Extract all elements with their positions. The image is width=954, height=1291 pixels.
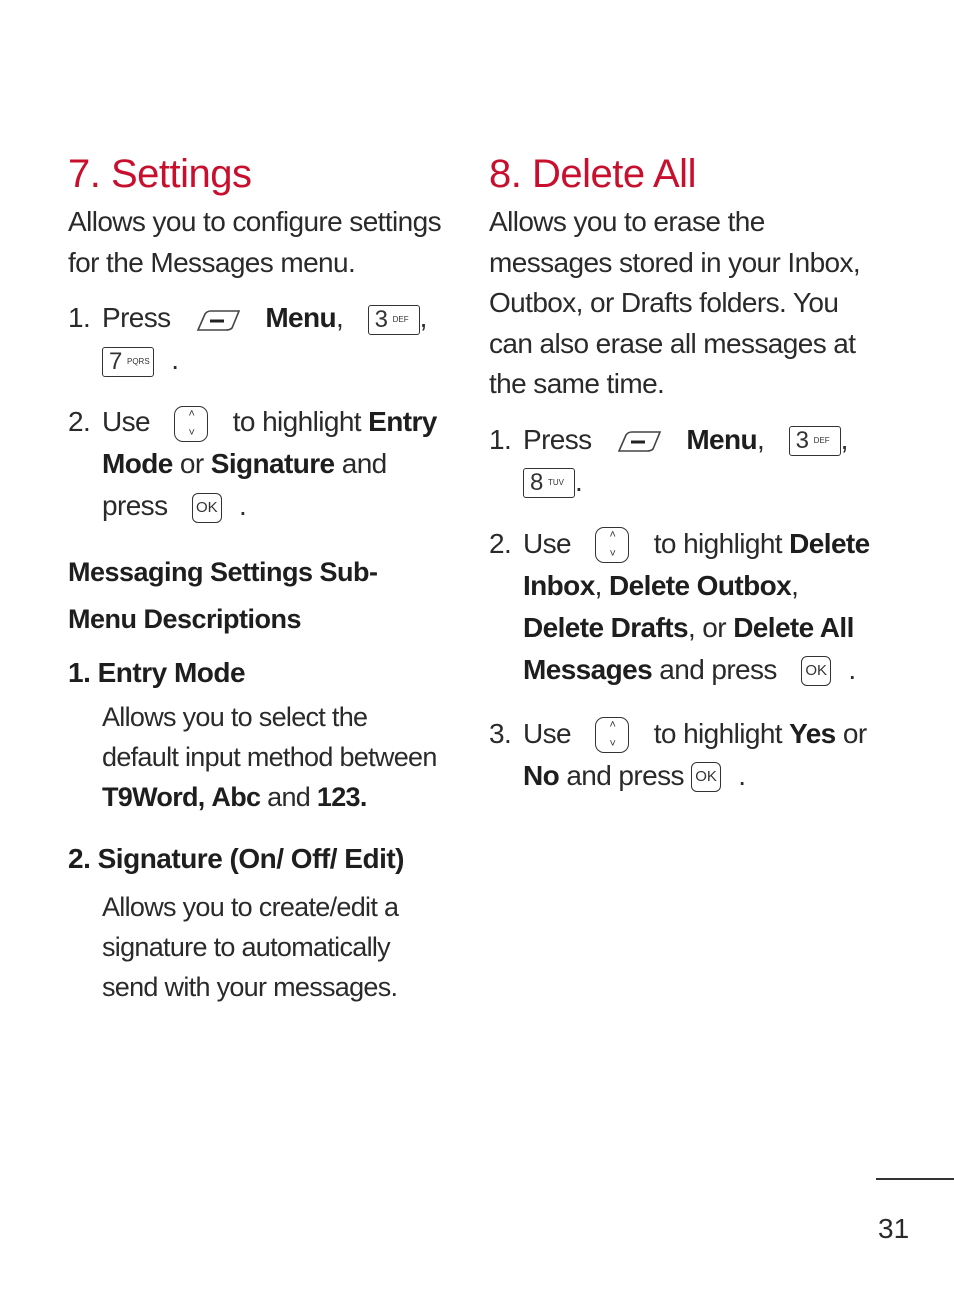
highlight-text: to highlight bbox=[653, 717, 782, 749]
use-text: Use bbox=[523, 717, 571, 749]
signature-description: Allows you to create/edit a signature to automatically send with your messages. bbox=[102, 892, 399, 1002]
step-number: 2. bbox=[68, 406, 91, 437]
option-yes: Yes bbox=[789, 717, 836, 749]
option-signature: Signature bbox=[210, 448, 335, 479]
press-text: Press bbox=[523, 423, 592, 455]
option-delete-all-messages: Delete All Messages bbox=[523, 611, 854, 685]
option-delete-inbox: Delete Inbox bbox=[523, 527, 870, 601]
navigation-key-icon: ˄ ˅ bbox=[595, 717, 629, 753]
delete-step-3 bbox=[489, 713, 879, 797]
ok-key-icon: OK bbox=[192, 493, 222, 523]
option-abc: Abc bbox=[211, 782, 261, 812]
settings-step-2 bbox=[68, 401, 448, 527]
option-delete-drafts: Delete Drafts bbox=[523, 611, 688, 643]
period: . bbox=[848, 653, 856, 685]
comma: , bbox=[419, 302, 427, 333]
and-press-text: and press bbox=[566, 759, 684, 791]
highlight-text: to highlight bbox=[653, 527, 782, 559]
or-text: or bbox=[179, 448, 204, 479]
key-3-icon: 3 DEF bbox=[368, 305, 420, 335]
period: . bbox=[738, 759, 746, 791]
delete-step-1 bbox=[489, 419, 879, 503]
signature-heading: 2. Signature (On/ Off/ Edit) bbox=[68, 843, 404, 874]
submenu-heading: Messaging Settings Sub-Menu Descriptions bbox=[68, 557, 378, 634]
option-delete-outbox: Delete Outbox bbox=[609, 569, 792, 601]
option-123: 123. bbox=[316, 782, 367, 812]
navigation-key-icon: ˄ ˅ bbox=[595, 527, 629, 563]
key-3-icon: 3 DEF bbox=[789, 426, 841, 456]
menu-label: Menu bbox=[265, 302, 337, 333]
delete-all-section bbox=[489, 150, 879, 797]
page-number: 31 bbox=[878, 1213, 910, 1244]
settings-section bbox=[68, 150, 448, 1007]
settings-intro: Allows you to configure settings for the Messages menu. bbox=[68, 206, 442, 278]
page-number-rule bbox=[876, 1178, 954, 1180]
ok-key-icon: OK bbox=[801, 656, 831, 686]
delete-all-intro: Allows you to erase the messages stored in your Inbox, Outbox, or Drafts folders. You can also erase all messages at the same time. bbox=[489, 206, 861, 399]
step-number: 1. bbox=[68, 302, 91, 333]
settings-title: 7. Settings bbox=[68, 152, 252, 196]
step-number: 1. bbox=[489, 423, 512, 455]
option-no: No bbox=[523, 759, 560, 791]
settings-step-1 bbox=[68, 297, 448, 381]
option-entry-mode: Entry Mode bbox=[102, 406, 437, 479]
period: . bbox=[239, 490, 247, 521]
and-press-text: and press bbox=[102, 448, 387, 521]
period: . bbox=[575, 465, 583, 497]
use-text: Use bbox=[102, 406, 150, 437]
comma: , bbox=[840, 423, 848, 455]
navigation-key-icon: ˄ ˅ bbox=[174, 406, 208, 442]
delete-all-title: 8. Delete All bbox=[489, 152, 696, 196]
step-number: 3. bbox=[489, 717, 512, 749]
delete-step-2: 2. Use ˄ ˅ to highlight Delete Inbox, Delete Outbox, Delete Drafts, or Delete All Messages and press OK . bbox=[489, 523, 879, 691]
entry-mode-heading: 1. Entry Mode bbox=[68, 657, 246, 688]
option-t9word: T9Word, bbox=[102, 782, 205, 812]
key-7-icon: 7 PQRS bbox=[102, 347, 154, 377]
highlight-text: to highlight bbox=[232, 406, 361, 437]
comma: , bbox=[336, 302, 344, 333]
comma: , bbox=[757, 423, 765, 455]
period: . bbox=[171, 344, 179, 375]
use-text: Use bbox=[523, 527, 571, 559]
key-8-icon: 8 TUV bbox=[523, 468, 575, 498]
menu-label: Menu bbox=[686, 423, 758, 455]
left-soft-key-icon bbox=[195, 308, 241, 332]
or-text: or bbox=[842, 717, 867, 749]
press-text: Press bbox=[102, 302, 171, 333]
and-press-text: and press bbox=[659, 653, 777, 685]
step-number: 2. bbox=[489, 527, 512, 559]
ok-key-icon: OK bbox=[691, 762, 721, 792]
left-soft-key-icon bbox=[616, 429, 662, 453]
entry-mode-description: Allows you to select the default input method between T9Word, Abc and 123. bbox=[102, 702, 437, 812]
